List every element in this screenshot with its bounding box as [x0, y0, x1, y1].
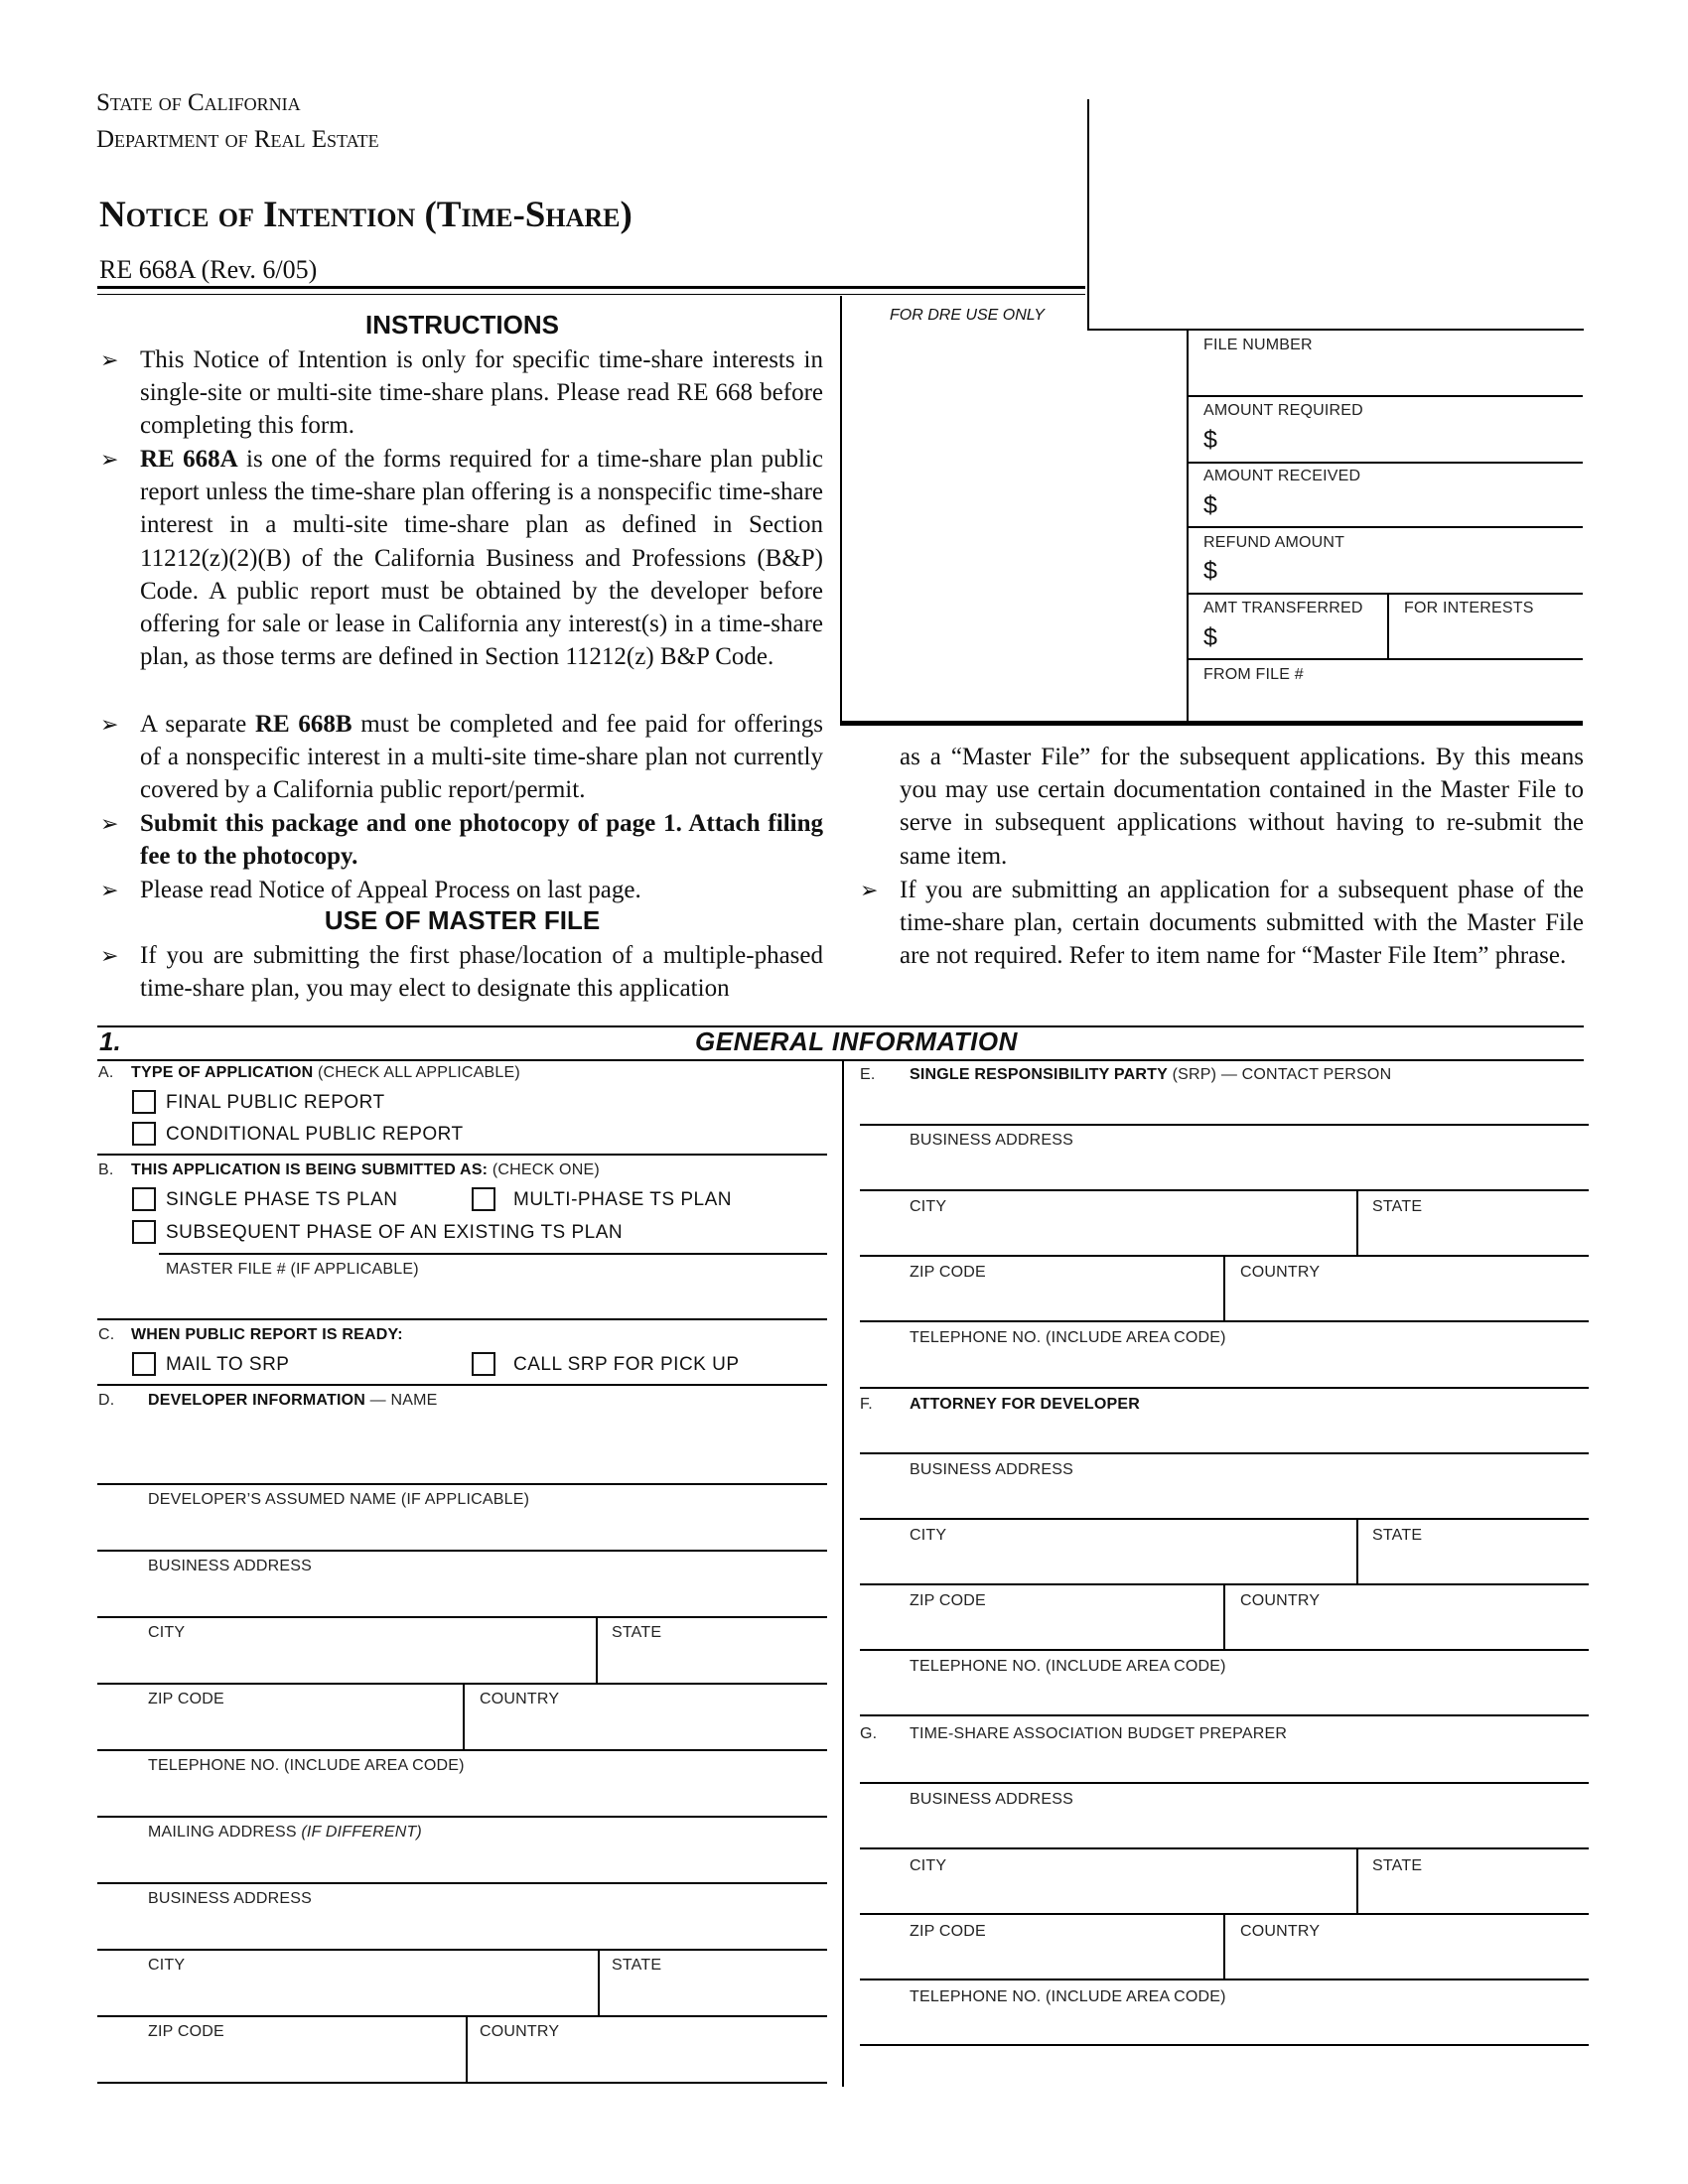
instruction-item [100, 708, 823, 807]
call-srp-label: CALL SRP FOR PICK UP [513, 1354, 740, 1375]
cell-divider [466, 2015, 468, 2082]
attorney-telephone-field[interactable]: TELEPHONE NO. (INCLUDE AREA CODE) [910, 1658, 1226, 1675]
row-rule [860, 2044, 1589, 2046]
attorney-city-field[interactable]: CITY [910, 1527, 947, 1544]
srp-telephone-field[interactable]: TELEPHONE NO. (INCLUDE AREA CODE) [910, 1329, 1226, 1346]
mailing-address-label: MAILING ADDRESS [148, 1824, 297, 1841]
master-file-item [100, 939, 823, 1005]
agency-name-line1: State of California [96, 89, 301, 116]
cell-divider [598, 1949, 600, 2015]
final-public-report-label: FINAL PUBLIC REPORT [166, 1092, 385, 1113]
row-rule [97, 1816, 827, 1818]
row-rule [860, 1124, 1589, 1126]
multi-phase-checkbox[interactable] [472, 1187, 495, 1211]
row-rule [860, 1782, 1589, 1784]
dre-row-rule [1187, 395, 1583, 397]
cell-divider [1223, 1255, 1225, 1320]
mailing-state-field[interactable]: STATE [612, 1957, 662, 1974]
agency-name-line2: Department of Real Estate [96, 126, 379, 153]
attorney-zip-field[interactable]: ZIP CODE [910, 1592, 986, 1609]
row-rule [97, 1749, 827, 1751]
part-e-letter: E. [860, 1066, 876, 1083]
preparer-zip-field[interactable]: ZIP CODE [910, 1923, 986, 1940]
row-rule [860, 1847, 1589, 1849]
srp-state-field[interactable]: STATE [1372, 1198, 1423, 1215]
row-rule [860, 1649, 1589, 1651]
cell-divider [1356, 1847, 1358, 1913]
developer-country-field[interactable]: COUNTRY [480, 1691, 560, 1707]
row-rule [97, 1949, 827, 1951]
instruction-text: This Notice of Intention is only for specific time-share interests in single-site or multi-site time-share plans. Please read RE 668 before completing this form. [140, 346, 823, 440]
part-c-letter: C. [98, 1326, 115, 1343]
instruction-text: A separate [140, 711, 255, 738]
part-d-note: — NAME [365, 1392, 438, 1409]
amt-transferred-label: AMT TRANSFERRED [1203, 600, 1363, 616]
bullet-arrow-icon: ➢ [100, 347, 119, 372]
dre-row-rule [1187, 658, 1583, 660]
final-public-report-checkbox[interactable] [132, 1090, 156, 1114]
amt-transferred-dollar: $ [1203, 623, 1217, 651]
row-rule [860, 1714, 1589, 1716]
instruction-item [100, 443, 823, 673]
part-c-heading [131, 1326, 403, 1344]
for-interests-label: FOR INTERESTS [1404, 600, 1534, 616]
developer-name-field[interactable] [148, 1392, 438, 1410]
srp-business-address-field[interactable]: BUSINESS ADDRESS [910, 1132, 1074, 1149]
instruction-item [100, 874, 823, 906]
preparer-country-field[interactable]: COUNTRY [1240, 1923, 1321, 1940]
row-rule [97, 1154, 827, 1156]
bullet-arrow-icon: ➢ [100, 447, 119, 472]
from-file-label: FROM FILE # [1203, 666, 1304, 683]
instructions-heading: INSTRUCTIONS [365, 310, 559, 340]
form-ref-bold: RE 668B [254, 711, 352, 738]
part-b-heading [131, 1161, 600, 1179]
developer-mailing-address-field[interactable] [148, 1824, 422, 1842]
mail-to-srp-checkbox[interactable] [132, 1352, 156, 1376]
mailing-zip-field[interactable]: ZIP CODE [148, 2023, 224, 2040]
dre-use-label: FOR DRE USE ONLY [890, 307, 1045, 324]
row-rule [97, 1483, 827, 1485]
section-rule-bottom [97, 1059, 1584, 1061]
mailing-country-field[interactable]: COUNTRY [480, 2023, 560, 2040]
part-b-note: (CHECK ONE) [488, 1161, 600, 1178]
top-box-bottom-border [1087, 329, 1584, 331]
refund-amount-label: REFUND AMOUNT [1203, 534, 1345, 551]
part-f-letter: F. [860, 1396, 873, 1413]
top-box-left-border [1087, 99, 1089, 331]
row-rule [97, 1318, 827, 1320]
instruction-text-bold: Submit this package and one photocopy of page 1. Attach filing fee to the photocopy. [140, 810, 823, 871]
part-a-note: (CHECK ALL APPLICABLE) [313, 1064, 520, 1081]
header-rule-thin [97, 294, 1085, 295]
dre-row-rule [1187, 593, 1583, 595]
row-rule [97, 2015, 827, 2017]
part-a-label: TYPE OF APPLICATION [131, 1064, 314, 1081]
bullet-arrow-icon: ➢ [100, 811, 119, 836]
amount-required-label: AMOUNT REQUIRED [1203, 402, 1363, 419]
amount-received-dollar: $ [1203, 491, 1217, 519]
single-phase-checkbox[interactable] [132, 1187, 156, 1211]
attorney-country-field[interactable]: COUNTRY [1240, 1592, 1321, 1609]
part-e-note: (SRP) — CONTACT PERSON [1167, 1066, 1392, 1083]
attorney-state-field[interactable]: STATE [1372, 1527, 1423, 1544]
developer-city-field[interactable]: CITY [148, 1624, 186, 1641]
mailing-business-address-field[interactable]: BUSINESS ADDRESS [148, 1890, 313, 1907]
row-rule [860, 1320, 1589, 1322]
cell-divider [1356, 1189, 1358, 1255]
instruction-item [100, 807, 823, 873]
single-phase-label: SINGLE PHASE TS PLAN [166, 1189, 398, 1210]
subsequent-phase-label: SUBSEQUENT PHASE OF AN EXISTING TS PLAN [166, 1222, 624, 1243]
cell-divider [1356, 1518, 1358, 1583]
row-rule [97, 1882, 827, 1884]
conditional-public-report-checkbox[interactable] [132, 1122, 156, 1146]
developer-state-field[interactable]: STATE [612, 1624, 662, 1641]
bullet-arrow-icon: ➢ [100, 712, 119, 737]
master-file-item-continued [900, 741, 1584, 873]
master-file-heading: USE OF MASTER FILE [324, 905, 601, 935]
bullet-arrow-icon: ➢ [860, 878, 879, 902]
dre-box-bottom-border [840, 721, 1583, 726]
master-file-text: If you are submitting an application for a subsequent phase of the time-share plan, certain documents submitted with the Master File are not required. Refer to item name for “Master File Item” phrase. [900, 877, 1584, 970]
refund-amount-dollar: $ [1203, 557, 1217, 585]
cell-divider [1223, 1913, 1225, 1979]
row-rule [97, 1384, 827, 1386]
amount-required-dollar: $ [1203, 426, 1217, 454]
section-number: 1. [99, 1026, 121, 1056]
part-a-letter: A. [98, 1064, 114, 1081]
part-b-label: THIS APPLICATION IS BEING SUBMITTED AS: [131, 1161, 489, 1178]
row-rule [860, 1979, 1589, 1980]
conditional-public-report-label: CONDITIONAL PUBLIC REPORT [166, 1124, 464, 1145]
instruction-text: Please read Notice of Appeal Process on last page. [140, 877, 641, 903]
bullet-arrow-icon: ➢ [100, 878, 119, 902]
mail-to-srp-label: MAIL TO SRP [166, 1354, 290, 1375]
master-file-item [860, 874, 1584, 973]
mailing-city-field[interactable]: CITY [148, 1957, 186, 1974]
preparer-business-address-field[interactable]: BUSINESS ADDRESS [910, 1791, 1074, 1808]
budget-preparer-field[interactable]: TIME-SHARE ASSOCIATION BUDGET PREPARER [910, 1725, 1288, 1742]
form-ref-bold: RE 668A [140, 446, 238, 473]
dre-cell-divider [1387, 593, 1389, 658]
srp-zip-field[interactable]: ZIP CODE [910, 1264, 986, 1281]
master-file-text: If you are submitting the first phase/location of a multiple-phased time-share plan, you may elect to designate this application [140, 942, 823, 1003]
part-d-label: DEVELOPER INFORMATION [148, 1392, 366, 1409]
attorney-name-field[interactable] [910, 1396, 1140, 1414]
cell-divider [1223, 1583, 1225, 1649]
developer-business-address-field[interactable]: BUSINESS ADDRESS [148, 1558, 313, 1574]
row-rule [97, 1616, 827, 1618]
row-rule [860, 1452, 1589, 1454]
call-srp-checkbox[interactable] [472, 1352, 495, 1376]
part-d-letter: D. [98, 1392, 115, 1409]
master-file-text: as a “Master File” for the subsequent applications. By this means you may use certain documentation contained in the Master File to serve in subsequent applications without having to re-submit the same item. [900, 744, 1584, 870]
row-rule [159, 1253, 827, 1255]
srp-country-field[interactable]: COUNTRY [1240, 1264, 1321, 1281]
part-a-heading [131, 1064, 520, 1082]
dre-box-left-border [840, 296, 842, 725]
mailing-address-note: (IF DIFFERENT) [296, 1824, 422, 1841]
row-rule [860, 1189, 1589, 1191]
subsequent-phase-checkbox[interactable] [132, 1220, 156, 1244]
row-rule [97, 2082, 827, 2084]
cell-divider [596, 1616, 598, 1683]
dre-row-rule [1187, 526, 1583, 528]
instruction-item [100, 343, 823, 443]
developer-assumed-name-field[interactable]: DEVELOPER’S ASSUMED NAME (IF APPLICABLE) [148, 1491, 530, 1508]
preparer-telephone-field[interactable]: TELEPHONE NO. (INCLUDE AREA CODE) [910, 1988, 1226, 2005]
preparer-state-field[interactable]: STATE [1372, 1857, 1423, 1874]
part-c-label: WHEN PUBLIC REPORT IS READY: [131, 1326, 403, 1343]
developer-telephone-field[interactable]: TELEPHONE NO. (INCLUDE AREA CODE) [148, 1757, 465, 1774]
form-title: Notice of Intention (Time-Share) [99, 195, 633, 235]
amount-received-label: AMOUNT RECEIVED [1203, 468, 1361, 484]
instruction-text: must be completed and fee paid for offerings of a nonspecific interest in a multi-site time-share plan not currently covered by a California public report/permit. [140, 711, 823, 804]
row-rule [860, 1518, 1589, 1520]
developer-zip-field[interactable]: ZIP CODE [148, 1691, 224, 1707]
row-rule [860, 1387, 1589, 1389]
dre-row-rule [1187, 462, 1583, 464]
cell-divider [463, 1683, 465, 1749]
file-number-label: FILE NUMBER [1203, 337, 1313, 353]
part-g-letter: G. [860, 1725, 878, 1742]
column-divider [842, 1059, 844, 2087]
srp-contact-person-field[interactable] [910, 1066, 1391, 1084]
part-f-label: ATTORNEY FOR DEVELOPER [910, 1396, 1140, 1413]
part-b-letter: B. [98, 1161, 114, 1178]
preparer-city-field[interactable]: CITY [910, 1857, 947, 1874]
header-rule [97, 286, 1085, 289]
master-file-number-label[interactable]: MASTER FILE # (IF APPLICABLE) [166, 1261, 419, 1278]
srp-city-field[interactable]: CITY [910, 1198, 947, 1215]
part-e-label: SINGLE RESPONSIBILITY PARTY [910, 1066, 1168, 1083]
multi-phase-label: MULTI-PHASE TS PLAN [513, 1189, 732, 1210]
section-title: GENERAL INFORMATION [695, 1026, 1018, 1056]
attorney-business-address-field[interactable]: BUSINESS ADDRESS [910, 1461, 1074, 1478]
instruction-text: is one of the forms required for a time-share plan public report unless the time-share plan offering is a nonspecific time-share interest in a multi-site time-share plan as defined in Section 11212(z)(2)(B) of the California Business and Professions (B&P) Code. A public report must be obtained by the developer before offering for sale or lease in California any interest(s) in a time-share plan, as those terms are defined in Section 11212(z) B&P Code. [140, 446, 823, 671]
row-rule [97, 1550, 827, 1552]
bullet-arrow-icon: ➢ [100, 943, 119, 968]
form-number: RE 668A (Rev. 6/05) [99, 255, 318, 284]
